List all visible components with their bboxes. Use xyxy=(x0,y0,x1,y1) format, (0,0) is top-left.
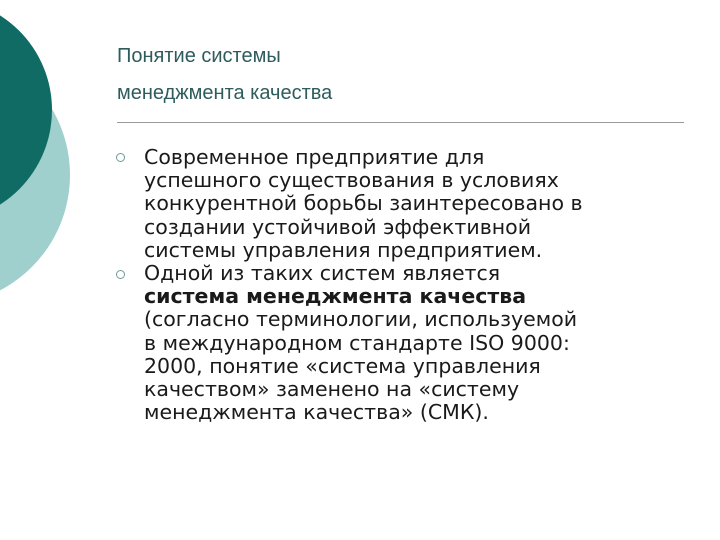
title-line-2: менеджмента качества xyxy=(117,82,333,104)
bullet-2-line-1: Одной из таких систем является xyxy=(144,261,501,286)
bullet-2-line-6: качеством» заменено на «систему xyxy=(144,377,520,402)
bullet-2-bold-term: система менеджмента качества xyxy=(144,284,527,309)
bullet-1-line-3: конкурентной борьбы заинтересовано в xyxy=(144,191,583,216)
title-line-1: Понятие системы xyxy=(117,45,281,67)
bullet-1-line-5: системы управления предприятием. xyxy=(144,237,543,262)
slide-body xyxy=(116,146,686,424)
decorative-circles xyxy=(0,0,90,300)
title-divider xyxy=(117,122,684,123)
slide-title xyxy=(117,38,677,112)
bullet-1-line-4: создании устойчивой эффективной xyxy=(144,214,532,239)
bullet-2-line-4: в международном стандарте ISO 9000: xyxy=(144,330,570,355)
bullet-2-line-3: (согласно терминологии, используемой xyxy=(144,307,578,332)
circle-bullet-icon xyxy=(116,153,125,162)
bullet-1-line-1: Современное предприятие для xyxy=(144,145,485,169)
bullet-1-line-2: успешного существования в условиях xyxy=(144,168,559,193)
bullet-2-line-5: 2000, понятие «система управления xyxy=(144,353,541,378)
bullet-item-1 xyxy=(116,146,686,262)
bullet-item-2 xyxy=(116,262,686,424)
circle-bullet-icon xyxy=(116,270,125,279)
bullet-2-line-7: менеджмента качества» (СМК). xyxy=(144,400,489,425)
